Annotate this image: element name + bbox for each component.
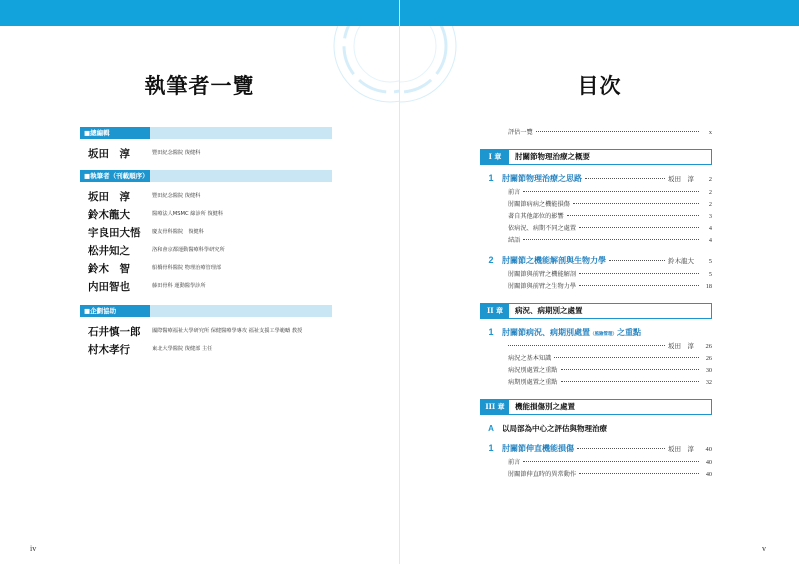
toc-entry[interactable]: 肘關節病病之機能損傷 2 xyxy=(508,201,712,208)
contributor-row xyxy=(80,241,332,259)
contributor-affiliation: 醫療法人MSMC 綠診所 復健科 xyxy=(152,211,224,217)
section-label: ■企劃協助 xyxy=(80,305,150,317)
contributor-name: 石井慎一郎 xyxy=(88,326,141,338)
chapter-header[interactable] xyxy=(480,149,712,165)
contributor-affiliation: 東北大學醫院 復健部 主任 xyxy=(152,346,213,352)
contributor-row xyxy=(80,144,332,162)
toc-section[interactable]: 1 肘關節病況、病期別處置（風險管理）之重點 xyxy=(488,327,641,337)
page-number: iv xyxy=(30,544,37,553)
chapter-title: 病況、病期別之處置 xyxy=(515,306,583,315)
contributor-name: 坂田 淳 xyxy=(88,148,130,160)
section-header-authors xyxy=(80,170,332,182)
toc-entry[interactable]: 依病況、病期不同之處置 4 xyxy=(508,225,712,232)
page-title: 目次 xyxy=(577,73,622,98)
chapter-header[interactable] xyxy=(480,399,712,415)
toc-entry[interactable]: 前言 40 xyxy=(508,459,712,466)
toc-section[interactable]: 1 肘關節伸直機能損傷 坂田 淳 40 xyxy=(488,443,712,453)
contributor-row xyxy=(80,187,332,205)
toc-entry[interactable]: 前言 2 xyxy=(508,189,712,196)
chapter-number: III 章 xyxy=(481,400,509,414)
contributor-name: 内田智也 xyxy=(88,281,130,293)
toc-entry[interactable]: 病況之基本知識 26 xyxy=(508,355,712,362)
toc-entry[interactable]: 結語 4 xyxy=(508,237,712,244)
contributor-affiliation: 船橋骨科醫院 物理治療管理部 xyxy=(152,265,222,271)
contributor-affiliation: 豐田紀念醫院 復健科 xyxy=(152,150,201,156)
contributor-row xyxy=(80,259,332,277)
chapter-title: 機能損傷別之處置 xyxy=(515,402,575,411)
contributor-name: 宇良田大悟 xyxy=(88,227,141,239)
contributor-affiliation: 豐田紀念醫院 復健科 xyxy=(152,193,201,199)
contributor-affiliation: 藤田骨科 運動醫學診所 xyxy=(152,283,206,289)
toc-section[interactable]: 2 肘關節之機能解剖與生物力學 鈴木龍大 5 xyxy=(488,255,712,265)
page-number: v xyxy=(762,544,766,553)
toc-entry[interactable]: 評估一覽 x xyxy=(508,129,712,136)
page-title: 執筆者一覽 xyxy=(144,73,255,98)
contributor-row xyxy=(80,340,332,358)
contributor-affiliation: 慶友骨科醫院 復健科 xyxy=(152,229,204,235)
right-page xyxy=(400,26,799,564)
contributor-name: 鈴木 智 xyxy=(88,263,130,275)
toc-entry[interactable]: 病況別處置之重點 30 xyxy=(508,367,712,374)
contributor-row xyxy=(80,223,332,241)
toc-subsection[interactable]: A 以局部為中心之評估與物理治療 xyxy=(488,424,607,433)
contributor-name: 坂田 淳 xyxy=(88,191,130,203)
section-header-editor xyxy=(80,127,332,139)
contributor-name: 松井知之 xyxy=(88,245,130,257)
toc-author-line: 坂田 淳 26 xyxy=(480,341,712,353)
toc-section[interactable]: 1 肘關節物理治療之思路 坂田 淳 2 xyxy=(488,173,712,183)
contributors-list xyxy=(80,127,332,358)
left-page xyxy=(0,26,399,564)
section-header-planning xyxy=(80,305,332,317)
contributor-name: 村木孝行 xyxy=(88,344,130,356)
contributor-row xyxy=(80,322,332,340)
contributor-row xyxy=(80,205,332,223)
chapter-number: II 章 xyxy=(481,304,509,318)
chapter-header[interactable] xyxy=(480,303,712,319)
chapter-title: 肘關節物理治療之概要 xyxy=(515,152,590,161)
section-label: ■執筆者（刊載順序） xyxy=(80,170,150,182)
section-tag: （風險管理） xyxy=(590,332,617,337)
contributor-row xyxy=(80,277,332,295)
toc-entry[interactable]: 肘關節與前臂之生物力學 18 xyxy=(508,283,712,290)
toc-entry[interactable]: 病期別處置之重點 32 xyxy=(508,379,712,386)
contributor-affiliation: 洛和會京都運動醫療科學研究所 xyxy=(152,247,225,253)
table-of-contents xyxy=(480,127,712,481)
toc-entry[interactable]: 肘關節與前臂之機能解剖 5 xyxy=(508,271,712,278)
contributor-name: 鈴木龍大 xyxy=(88,209,130,221)
toc-entry[interactable]: 肘關節伸直時的異常動作 40 xyxy=(508,471,712,478)
toc-entry[interactable]: 著自其他部位的影響 3 xyxy=(508,213,712,220)
contributor-affiliation: 國際醫療福祉大學研究所 保健醫療學專攻 福祉支援工學範疇 教授 xyxy=(152,328,303,334)
section-label: ■總編輯 xyxy=(80,127,150,139)
chapter-number: I 章 xyxy=(481,150,509,164)
